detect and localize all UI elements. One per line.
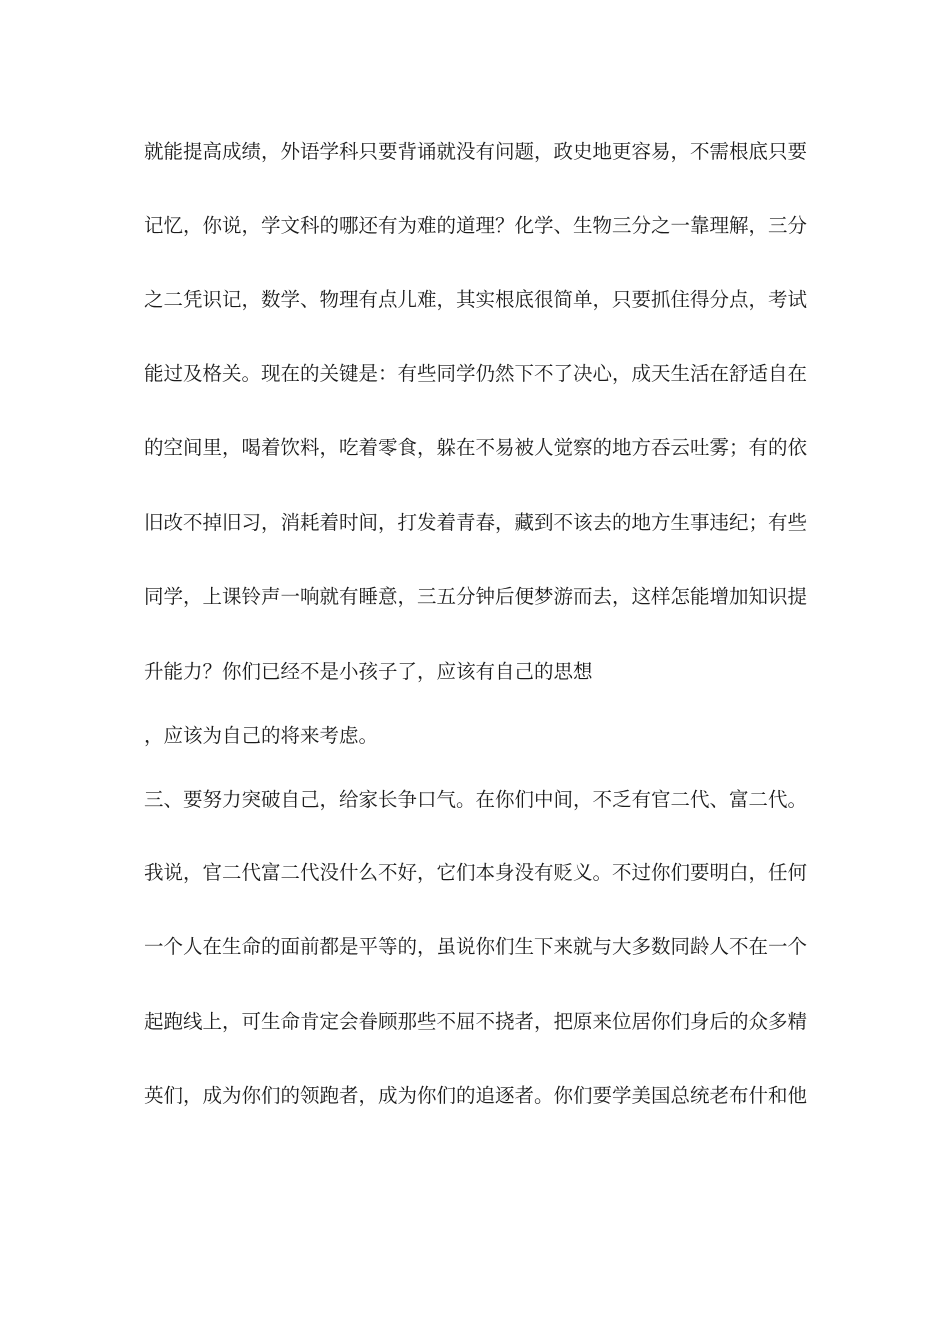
text-line: 升能力？你们已经不是小孩子了，应该有自己的思想: [144, 660, 593, 683]
text-line: 记忆，你说，学文科的哪还有为难的道理？化学、生物三分之一靠理解，三分: [144, 214, 808, 237]
text-line: 的空间里，喝着饮料，吃着零食，躲在不易被人觉察的地方吞云吐雾；有的依: [144, 436, 808, 459]
text-line: 英们，成为你们的领跑者，成为你们的追逐者。你们要学美国总统老布什和他: [144, 1084, 808, 1107]
text-line: ，应该为自己的将来考虑。: [144, 724, 379, 747]
text-line: 三、要努力突破自己，给家长争口气。在你们中间，不乏有官二代、富二代。: [144, 788, 808, 811]
text-line: 旧改不掉旧习，消耗着时间，打发着青春，藏到不该去的地方生事违纪；有些: [144, 511, 808, 534]
text-line: 之二凭识记，数学、物理有点儿难，其实根底很简单，只要抓住得分点，考试: [144, 288, 808, 311]
text-line: 起跑线上，可生命肯定会眷顾那些不屈不挠者，把原来位居你们身后的众多精: [144, 1010, 808, 1033]
text-line: 就能提高成绩，外语学科只要背诵就没有问题，政史地更容易，不需根底只要: [144, 140, 808, 163]
text-line: 我说，官二代富二代没什么不好，它们本身没有贬义。不过你们要明白，任何: [144, 861, 808, 884]
text-line: 一个人在生命的面前都是平等的，虽说你们生下来就与大多数同龄人不在一个: [144, 935, 808, 958]
text-line: 能过及格关。现在的关键是：有些同学仍然下不了决心，成天生活在舒适自在: [144, 362, 808, 385]
text-line: 同学，上课铃声一响就有睡意，三五分钟后便梦游而去，这样怎能增加知识提: [144, 585, 808, 608]
